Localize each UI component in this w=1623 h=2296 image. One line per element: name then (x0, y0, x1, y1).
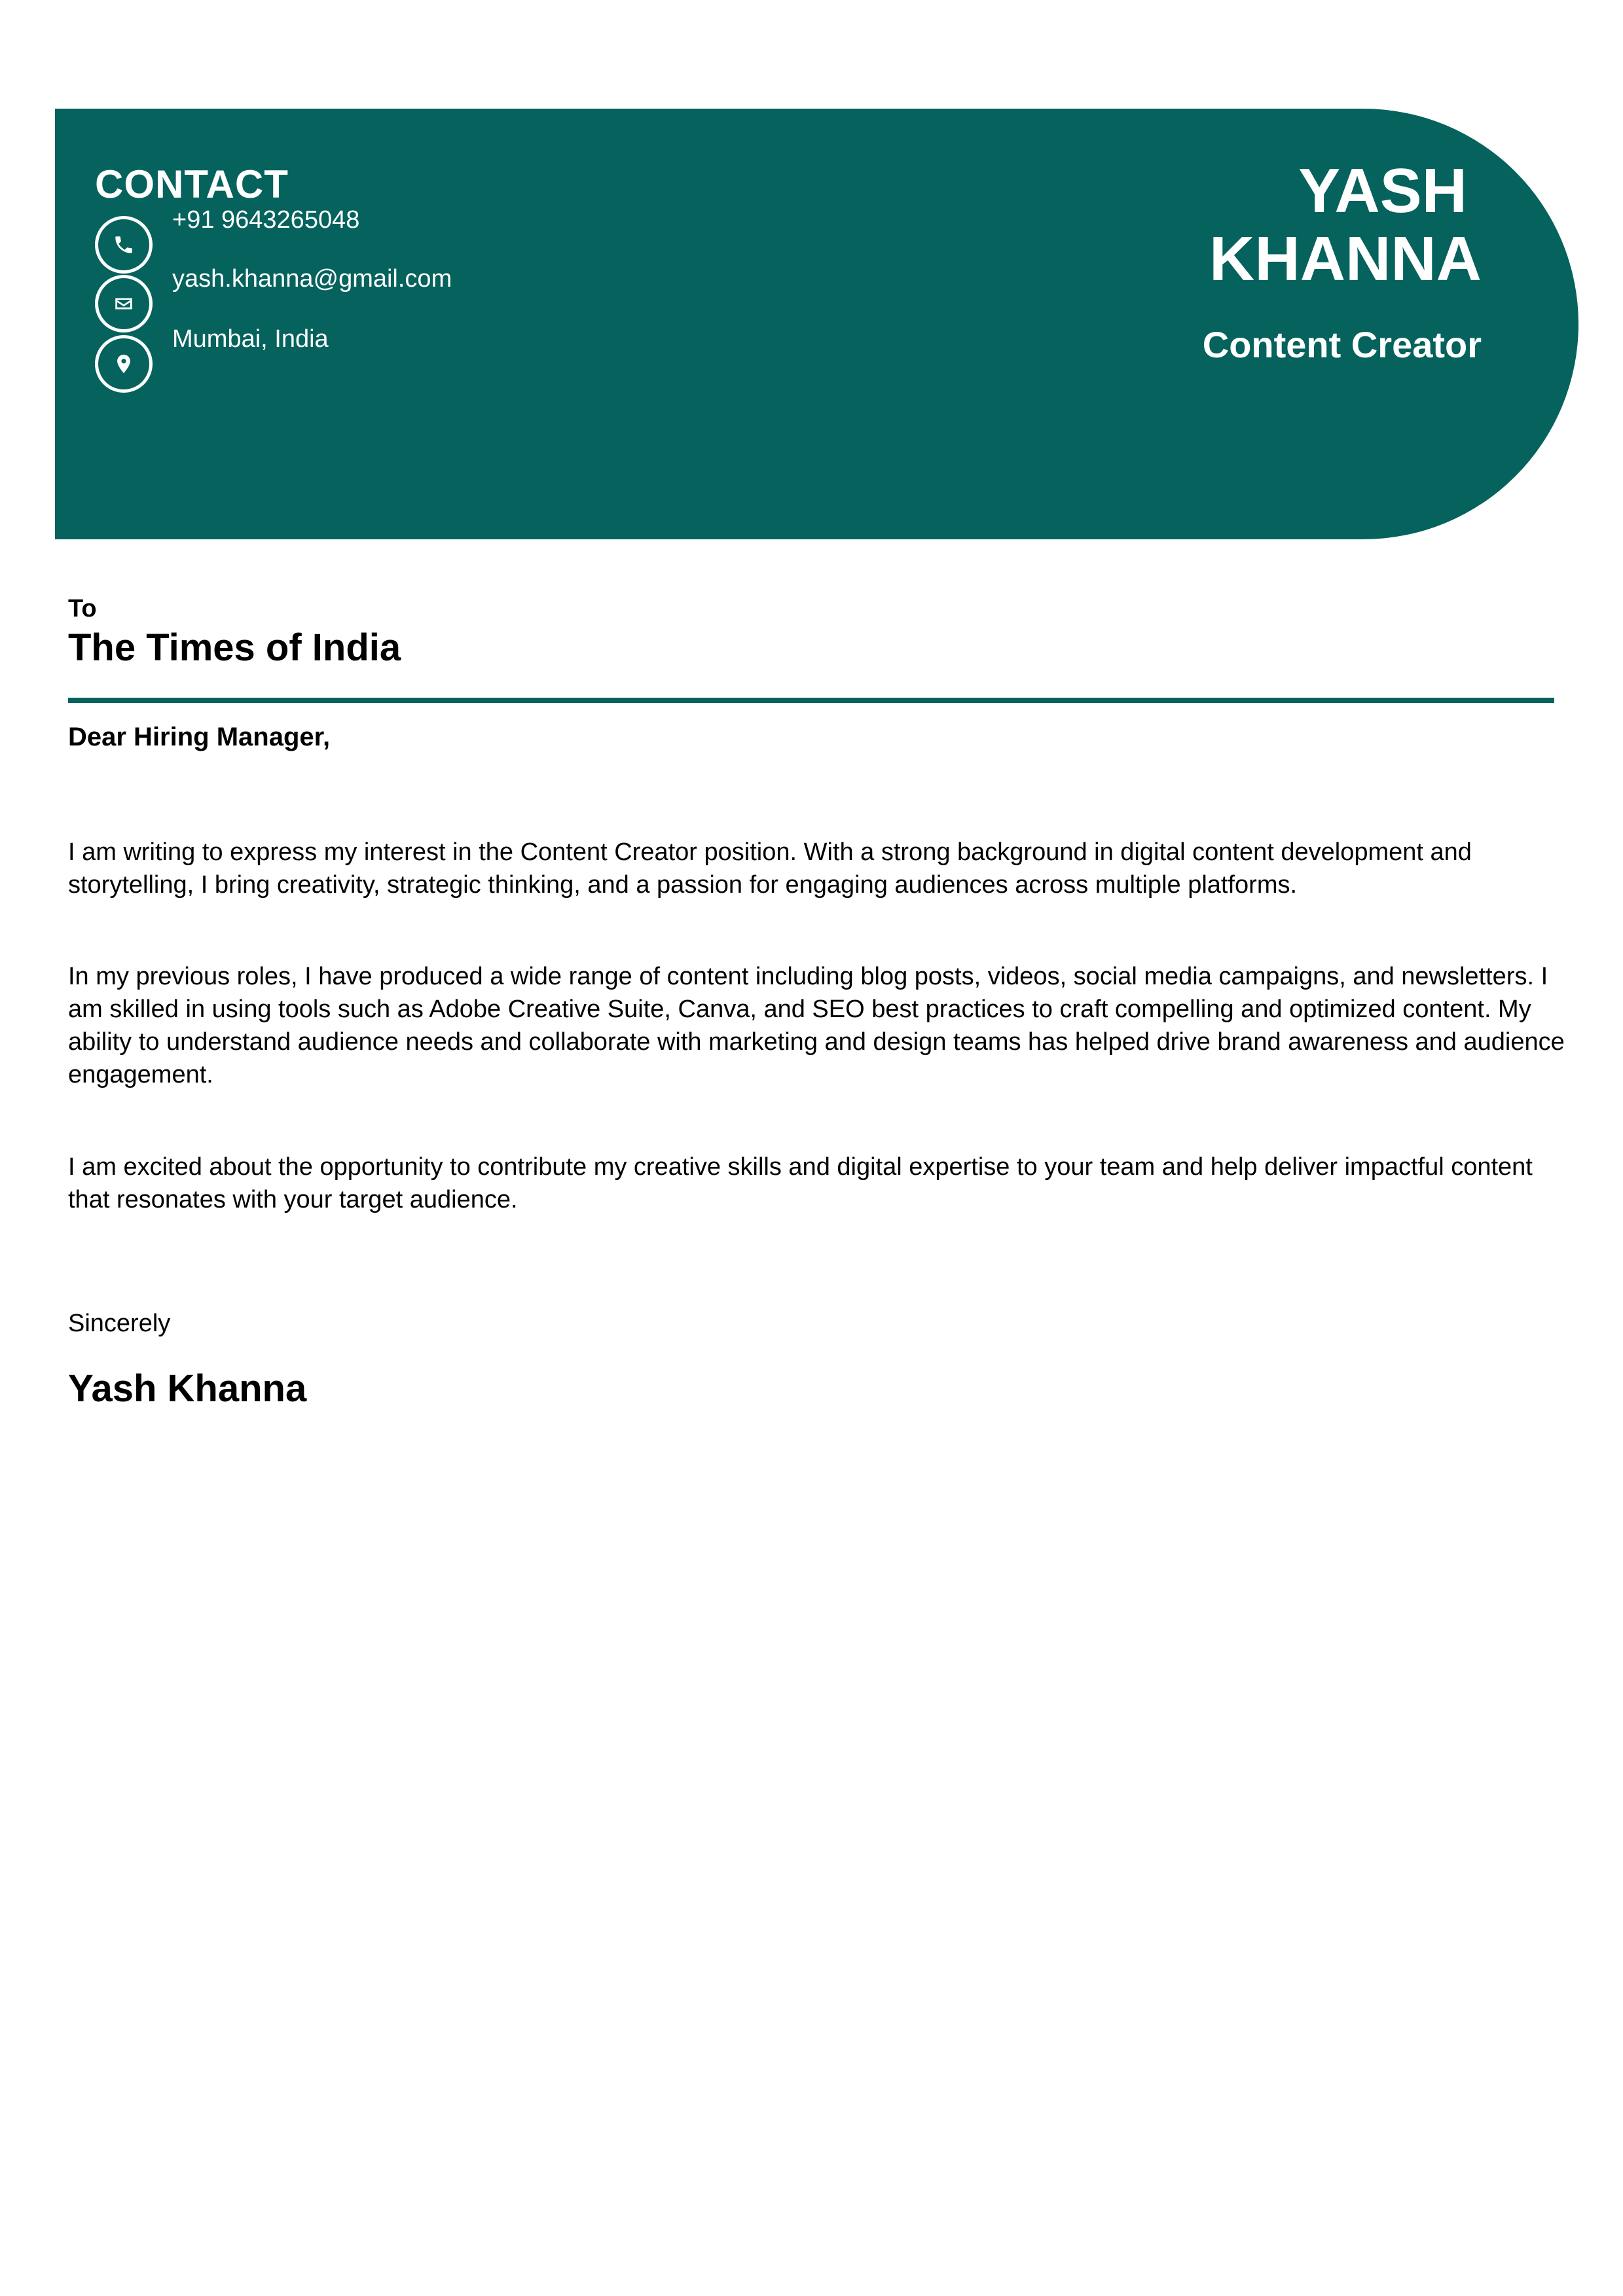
phone-icon (95, 216, 153, 274)
closing: Sincerely (68, 1310, 171, 1337)
section-divider (68, 698, 1554, 703)
letter-paragraph-1: I am writing to express my interest in the Content Creator position. With a strong background in digital content development and storytelling, I bring creativity, strategic thinking, and a passion for engaging audiences across multiple platforms. (68, 838, 1472, 899)
contact-location-text: Mumbai, India (172, 325, 329, 353)
contact-phone-text: +91 9643265048 (172, 206, 360, 234)
to-label: To (68, 595, 97, 622)
signature-name: Yash Khanna (68, 1367, 307, 1410)
location-pin-icon (95, 335, 153, 393)
recipient-name: The Times of India (68, 626, 401, 669)
applicant-role: Content Creator (1202, 324, 1482, 365)
contact-heading: CONTACT (95, 162, 289, 206)
envelope-icon (95, 275, 153, 332)
letter-paragraph-2: In my previous roles, I have produced a wide range of content including blog posts, videos, social media campaigns, and newsletters. I am skilled in using tools such as Adobe Creative Suite, Canva, and SEO best practices to craft compelling and optimized content. My ability to understand audience needs and collaborate with marketing and design teams has helped drive brand awareness and audience engagement. (68, 963, 1565, 1088)
applicant-name (958, 157, 1482, 293)
letter-paragraph-3: I am excited about the opportunity to contribute my creative skills and digital expertise to your team and help deliver impactful content that resonates with your target audience. (68, 1153, 1533, 1213)
contact-email-text: yash.khanna@gmail.com (172, 265, 452, 293)
salutation: Dear Hiring Manager, (68, 723, 331, 751)
applicant-first-name: YASH (1298, 156, 1467, 226)
applicant-last-name: KHANNA (1209, 224, 1482, 294)
